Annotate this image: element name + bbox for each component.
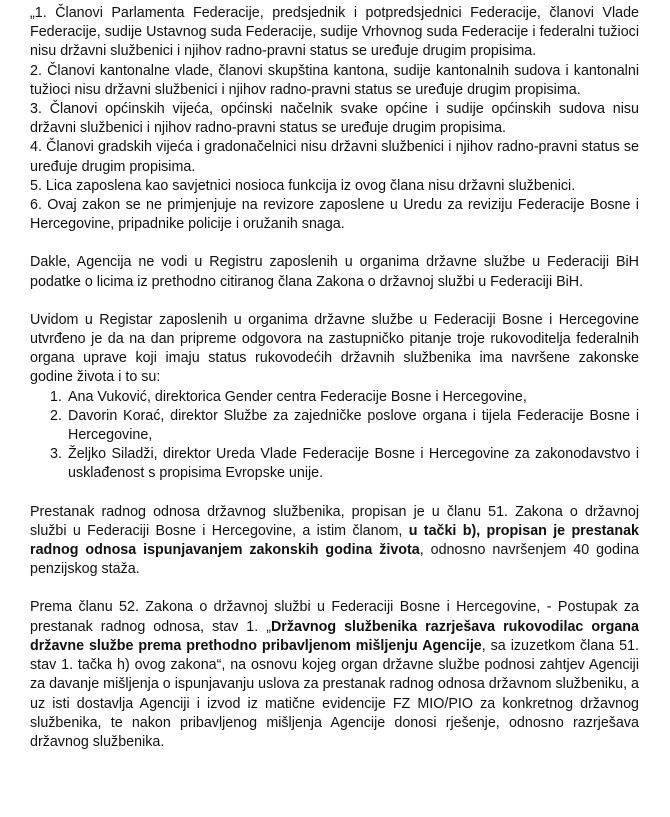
paragraph-article-52 (30, 598, 639, 752)
document-page (30, 0, 639, 752)
list-item-number: 2. (50, 407, 62, 424)
article-item-1: „1. Članovi Parlamenta Federacije, predsjednik i potpredsjednici Federacije, članovi Vlade Federacije, sudije Ustavnog suda Federacije, sudije Vrhovnog suda Federacije i federalni tužioci nisu državni službenici i njihov radno-pravni status se uređuje drugim propisima. (30, 5, 639, 60)
article-52-text-bold: Državnog službenika razrješava rukovodilac organa državne službe prema prethodno pribavljenom mišljenju Agencije (30, 618, 639, 654)
termination-text-bold: u tački b), propisan je prestanak radnog odnosa ispunjavanjem zakonskih godina života (30, 522, 639, 559)
paragraph-agency-register: Dakle, Agencija ne vodi u Registru zaposlenih u organima državne službe u Federaciji BiH podatke o licima iz prethodno citiranog člana Zakona o državnoj službi u Federaciji BiH. (30, 254, 639, 290)
paragraph-register-inspection: Uvidom u Registar zaposlenih u organima državne službe u Federaciji Bosne i Hercegovine utvrđeno je da na dan pripreme odgovora na zastupničko pitanje troje rukovoditelja federalnih organa uprave koji imaju status rukovodećih državnih službenika ima navršene zakonske godine života i to su: (30, 311, 639, 386)
officials-list (30, 388, 639, 484)
article-item-5: 5. Lica zaposlena kao savjetnici nosioca funkcija iz ovog člana nisu državni službenici. (30, 177, 576, 194)
list-item (30, 388, 639, 407)
list-item-text: Ana Vuković, direktorica Gender centra Federacije Bosne i Hercegovine, (68, 388, 527, 405)
paragraph-termination (30, 503, 639, 580)
article-52-text-1: Prema članu 52. Zakona o državnoj službi u Federaciji Bosne i Hercegovine, - Postupak za prestanak radnog odnosa, stav 1. „ (30, 599, 639, 635)
list-item-number: 1. (50, 388, 62, 405)
list-item (30, 407, 639, 445)
article-item-6: 6. Ovaj zakon se ne primjenjuje na revizore zaposlene u Uredu za reviziju Federacije Bosne i Hercegovine, pripadnike policije i oružanih snaga. (30, 197, 639, 233)
list-item-text: Željko Siladži, direktor Ureda Vlade Federacije Bosne i Hercegovine za zakonodavstvo i usklađenost s propisima Evropske unije. (68, 446, 639, 482)
termination-text-2: , odnosno navršenjem 40 godina penzijskog staža. (30, 542, 639, 578)
article-item-4: 4. Članovi gradskih vijeća i gradonačelnici nisu državni službenici i njihov radno-pravni status se uređuje drugim propisima. (30, 139, 639, 175)
termination-text-1: Prestanak radnog odnosa državnog službenika, propisan je u članu 51. Zakona o državnoj službi u Federaciji Bosne i Hercegovine, a istim članom, (30, 503, 639, 539)
list-item-text: Davorin Korać, direktor Službe za zajedničke poslove organa i tijela Federacije Bosne i Hercegovine, (68, 407, 639, 444)
list-item-number: 3. (50, 446, 62, 463)
list-item (30, 445, 639, 483)
article-item-2: 2. Članovi kantonalne vlade, članovi skupština kantona, sudije kantonalnih sudova i kantonalni tužioci nisu državni službenici i njihov radno-pravni status se uređuje drugim propisima. (30, 62, 639, 98)
article-item-3: 3. Članovi općinskih vijeća, općinski načelnik svake općine i sudije općinskih sudova nisu državni službenici i njihov radno-pravni status se uređuje drugim propisima. (30, 101, 639, 137)
law-article-quote (30, 4, 639, 234)
article-52-text-2: , sa izuzetkom člana 51. stav 1. tačka h) ovog zakona“, na osnovu kojeg organ državne službe podnosi zahtjev Agenciji za davanje mišljenja o ispunjavanju uslova za prestanak radnog odnosa državnom službeniku, a uz isti dostavlja Agenciji i izvod iz matične evidencije FZ MIO/PIO za konkretnog državnog službenika, te nakon pribavljenog mišljenja Agencije donosi rješenje, odnosno razrješava državnog službenika. (30, 637, 639, 750)
